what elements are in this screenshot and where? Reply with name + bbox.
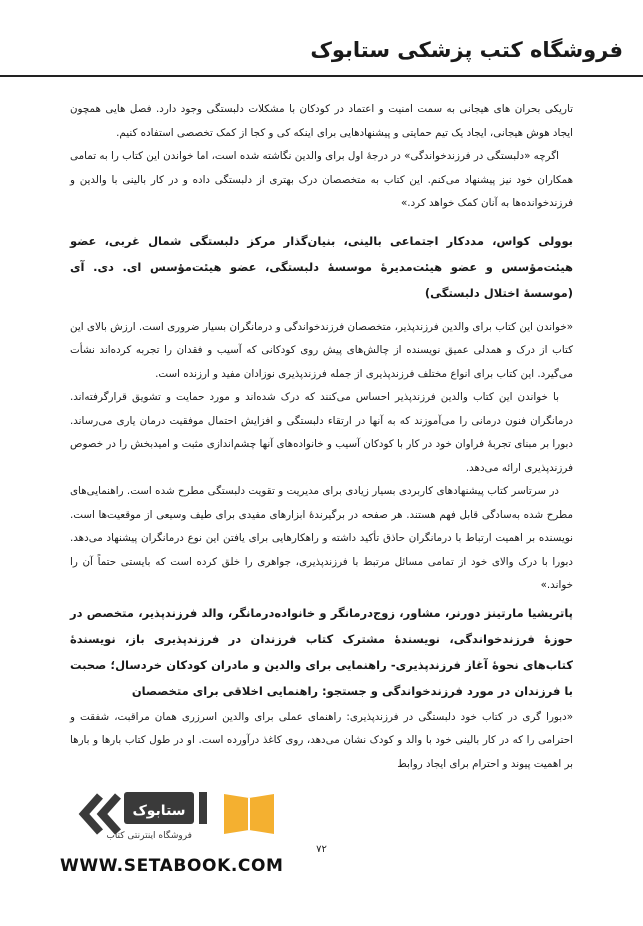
header-divider — [0, 75, 643, 77]
paragraph-4: با خواندن این کتاب والدین فرزندپذیر احساس می‌کنند که درک شده‌اند و مورد حمایت و تشویق قرارگرفته‌اند. درمانگران فنون درمانی را می‌آموزند که به آنها در ارتقاء دلبستگی و افزایش احتمال موفقیت درمان یاری می‌رساند. دبورا بر مبنای تجربهٔ فراوان خود در کار با کودکان آسیب و خانواده‌های آنها چشم‌اندازی مثبت و امیدبخش را در خصوص فرزندپذیری ارائه می‌دهد. — [70, 391, 573, 474]
website-url[interactable]: WWW.SETABOOK.COM — [60, 856, 284, 876]
page-number: ۷۲ — [316, 844, 327, 855]
endorser-bio-2: پاتریشیا مارتینز دورنر، مشاور، زوج‌درمانگر و خانواده‌درمانگر، والد فرزندپذیر، متخصص در حوزهٔ فرزندخواندگی، نویسندهٔ مشترک کتاب فرزندان در فرزندپذیری باز، نویسندهٔ کتاب‌های نحوهٔ آغاز فرزندپذیری- راهنمایی برای والدین و مادران کودکان خردسال؛ صحبت با فرزندان در مورد فرزندخواندگی و جستجو: راهنمایی اخلاقی برای متخصصان — [70, 605, 573, 698]
paragraph-5: در سرتاسر کتاب پیشنهادهای کاربردی بسیار زیادی برای مدیریت و تقویت دلبستگی مطرح شده است. راهنمایی‌های مطرح شده به‌سادگی قابل فهم هستند. هر صفحه در برگیرندهٔ ابزارهای مفیدی برای طیف وسیعی از موقعیت‌ها است. نویسنده بر اهمیت ارتباط با درمانگران حاذق تأکید داشته و راهکارهایی برای یافتن این نوع درمانگران پیشنهاد می‌دهد. دبورا با درک والای خود از تمامی مسائل مرتبط با فرزندپذیری، جواهری را خلق کرده است که بایستی حتماً آن را خواند.» — [70, 485, 573, 591]
endorser-bio-1: بوولی کواس، مددکار اجتماعی بالینی، بنیان‌گذار مرکز دلبستگی شمال غربی، عضو هیئت‌مؤسس و عضو هیئت‌مدیرهٔ موسسهٔ دلبستگی، عضو هیئت‌مؤسس ای. دی. آی (موسسهٔ اختلال دلبستگی) — [70, 233, 573, 300]
chevron-double-icon — [84, 796, 118, 832]
logo-caption: فروشگاه اینترنتی کتاب — [106, 831, 192, 841]
paragraph-1: تاریکی بحران های هیجانی به سمت امنیت و اعتماد در کودکان با مشکلات دلبستگی وجود دارد. فصل هایی همچون ایجاد هوش هیجانی، ایجاد یک تیم حمایتی و پیشنهادهایی برای اینکه کی و کجا از کمک تخصصی استفاده کنیم. — [70, 103, 573, 139]
book-icon — [224, 794, 274, 834]
page-title: فروشگاه کتب پزشکی ستابوک — [310, 38, 623, 62]
page-body — [70, 98, 573, 776]
paragraph-6: «دبورا گری در کتاب خود دلبستگی در فرزندپذیری: راهنمای عملی برای والدین اسرزری همان مراقبت، شفقت و احترامی را که در کار بالینی خود با والد و کودک نشان می‌دهد، روی کاغذ درآورده است. او در طول کتاب بارها و بارها بر اهمیت پیوند و احترام برای ایجاد روابط — [70, 710, 573, 770]
setabook-logo — [74, 786, 304, 846]
logo-wordmark: ستابوک — [132, 803, 186, 819]
logo-mark-stripe — [199, 792, 207, 824]
paragraph-2: اگرچه «دلبستگی در فرزندخواندگی» در درجهٔ اول برای والدین نگاشته شده است، اما خواندن این کتاب را به تمامی همکاران خود نیز پیشنهاد می‌کنم. این کتاب به متخصصان درک بهتری از دلبستگی داده و در کار بالینی با والدین و فرزندخوانده‌ها به آنان کمک خواهد کرد.» — [70, 150, 573, 209]
paragraph-3: «خواندن این کتاب برای والدین فرزندپذیر، متخصصان فرزندخواندگی و درمانگران بسیار ضروری است. ارزش بالای این کتاب از درک و همدلی عمیق نویسنده از چالش‌های پیش روی کودکانی که آسیب و فقدان را تجربه کرده‌اند نشأت می‌گیرد. این کتاب برای انواع مختلف فرزندپذیری از جمله فرزندپذیری نوزادان مفید و ارزنده است. — [70, 320, 573, 380]
